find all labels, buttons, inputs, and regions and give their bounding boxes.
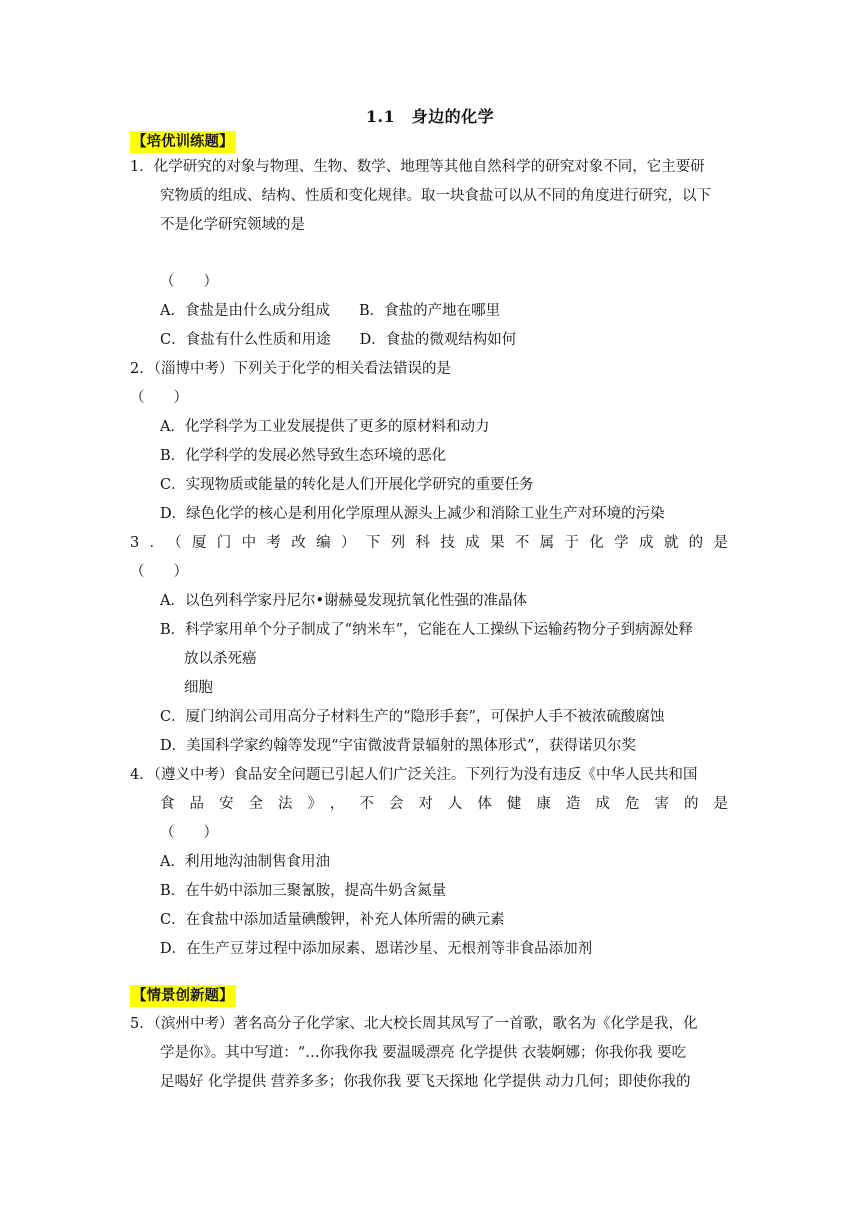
question-2-answer-bracket: （ ） <box>130 390 188 406</box>
question-1-options-ab: A．食盐是由什么成分组成 B．食盐的产地在哪里 <box>160 303 501 319</box>
question-3-option-d: D．美国科学家约翰等发现“宇宙微波背景辐射的黑体形式”，获得诺贝尔奖 <box>160 738 636 754</box>
question-5-line-3: 足喝好 化学提供 营养多多；你我你我 要飞天探地 化学提供 动力几何；即使你我的 <box>160 1074 691 1090</box>
question-4-answer-bracket: （ ） <box>160 825 218 841</box>
question-3-option-c: C．厦门纳润公司用高分子材料生产的“隐形手套”，可保护人手不被浓硫酸腐蚀 <box>160 709 665 725</box>
question-3-stem: 3．（厦门中考改编）下列科技成果不属于化学成就的是 <box>130 535 728 551</box>
question-3-answer-bracket: （ ） <box>130 564 188 580</box>
question-1-answer-bracket: （ ） <box>160 274 218 290</box>
question-2-stem: 2．（淄博中考）下列关于化学的相关看法错误的是 <box>130 361 451 377</box>
question-1-line-2: 究物质的组成、结构、性质和变化规律。取一块食盐可以从不同的角度进行研究，以下 <box>160 188 711 204</box>
question-3-option-b-line-2: 放以杀死癌 <box>184 651 257 667</box>
question-3-option-a: A．以色列科学家丹尼尔•谢赫曼发现抗氧化性强的准晶体 <box>160 593 528 609</box>
question-1-line-3: 不是化学研究领域的是 <box>160 217 305 233</box>
question-3-option-b-line-3: 细胞 <box>184 680 213 696</box>
page-title: 1.1 身边的化学 <box>365 107 495 126</box>
question-4-option-d: D．在生产豆芽过程中添加尿素、恩诺沙星、无根剂等非食品添加剂 <box>160 941 593 957</box>
question-2-option-d: D．绿色化学的核心是利用化学原理从源头上减少和消除工业生产对环境的污染 <box>160 506 665 522</box>
section-heading-scenario: 【情景创新题】 <box>130 985 236 1007</box>
question-5-line-1: 5．（滨州中考）著名高分子化学家、北大校长周其凤写了一首歌，歌名为《化学是我，化 <box>130 1016 698 1032</box>
question-2-option-c: C．实现物质或能量的转化是人们开展化学研究的重要任务 <box>160 477 534 493</box>
question-4-option-b: B．在牛奶中添加三聚氰胺，提高牛奶含氮量 <box>160 883 447 899</box>
question-4-line-2: 食品安全法》，不会对人体健康造成危害的是 <box>160 796 728 812</box>
section-heading-training: 【培优训练题】 <box>130 131 236 153</box>
question-1-line-1: 1．化学研究的对象与物理、生物、数学、地理等其他自然科学的研究对象不同，它主要研 <box>130 159 705 175</box>
question-2-option-b: B．化学科学的发展必然导致生态环境的恶化 <box>160 448 447 464</box>
question-1-options-cd: C．食盐有什么性质和用途 D．食盐的微观结构如何 <box>160 332 517 348</box>
question-4-option-a: A．利用地沟油制售食用油 <box>160 854 330 870</box>
question-4-line-1: 4．（遵义中考）食品安全问题已引起人们广泛关注。下列行为没有违反《中华人民共和国 <box>130 767 698 783</box>
question-4-option-c: C．在食盐中添加适量碘酸钾，补充人体所需的碘元素 <box>160 912 505 928</box>
question-2-option-a: A．化学科学为工业发展提供了更多的原材料和动力 <box>160 419 490 435</box>
question-5-line-2: 学是你》。其中写道：“…你我你我 要温暖漂亮 化学提供 衣装婀娜；你我你我 要吃 <box>160 1045 687 1061</box>
question-3-option-b-line-1: B．科学家用单个分子制成了“纳米车”，它能在人工操纵下运输药物分子到病源处释 <box>160 622 693 638</box>
